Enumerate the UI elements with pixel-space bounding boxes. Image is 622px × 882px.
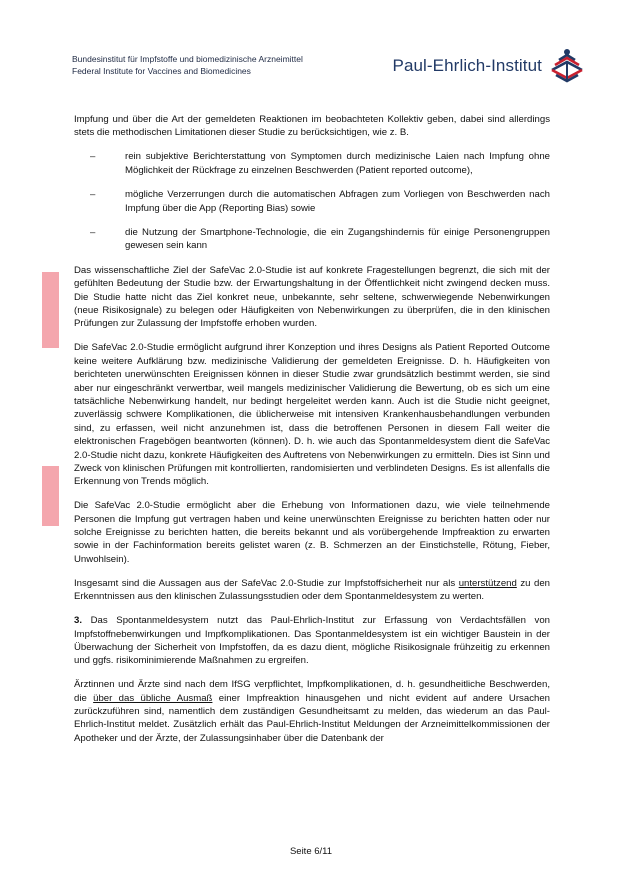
- pei-logo-icon: [550, 48, 584, 84]
- paragraph: Insgesamt sind die Aussagen aus der SafeVac 2.0-Studie zur Impfstoffsicherheit nur als unterstützend zu den Erkenntnissen aus den klinischen Zulassungsstudien oder dem Spontanmeldesystem zu werten.: [74, 577, 550, 603]
- margin-marker: [42, 466, 59, 526]
- institute-name-de: Bundesinstitut für Impfstoffe und biomedizinische Arzneimittel: [72, 54, 303, 64]
- underlined-text: unterstützend: [458, 577, 517, 589]
- bullet-list: [74, 150, 550, 252]
- page-number: Seite 6/11: [289, 846, 333, 857]
- header-institute: [72, 53, 303, 77]
- list-item: – rein subjektive Berichterstattung von Symptomen durch medizinische Laien nach Impfung ohne Möglichkeit der Rückfrage zu einzelnen Beschwerden (Patient reported outcome),: [74, 150, 550, 177]
- list-item: – die Nutzung der Smartphone-Technologie, die ein Zugangshindernis für einige Personengruppen gewesen sein kann: [74, 226, 550, 253]
- paragraph: Impfung und über die Art der gemeldeten Reaktionen im beobachteten Kollektiv geben, dabei sind allerdings stets die methodischen Limitationen dieser Studie zu berücksichtigen, wie z. B.: [74, 114, 550, 139]
- paragraph: 3. Das Spontanmeldesystem nutzt das Paul-Ehrlich-Institut zur Erfassung von Verdachtsfällen von Impfstoffnebenwirkungen und Impfkomplikationen. Das Spontanmeldesystem ist ein wichtiger Baustein in der Überwachung der Sicherheit von Impfstoffen, da es dazu dient, mögliche Risikosignale frühzeitig zu erkennen und ggfs. risikominimierende Maßnahmen zu ergreifen.: [74, 615, 550, 667]
- dash-icon: –: [90, 226, 96, 238]
- dash-icon: –: [90, 151, 96, 163]
- paragraph: Ärztinnen und Ärzte sind nach dem IfSG verpflichtet, Impfkomplikationen, d. h. gesundheitliche Beschwerden, die über das übliche Ausmaß einer Impfreaktion hinausgehen und nicht evident auf andere Ursachen zurückzuführen sind, namentlich dem zuständigen Gesundheitsamt zu melden, das wiederum an das Paul-Ehrlich-Institut meldet. Zusätzlich erhält das Paul-Ehrlich-Institut Meldungen der Arzneimittelkommissionen der Apotheker und der Ärzte, der Zulassungsinhaber über die Datenbank der: [74, 679, 550, 744]
- list-item: – mögliche Verzerrungen durch die automatischen Abfragen zum Vorliegen von Beschwerden nach Impfung über die App (Reporting Bias) sowie: [74, 188, 550, 215]
- institute-name-en: Federal Institute for Vaccines and Biomedicines: [72, 66, 251, 76]
- margin-marker: [42, 272, 59, 348]
- paragraph: Die SafeVac 2.0-Studie ermöglicht aufgrund ihrer Konzeption und ihres Designs als Patient Reported Outcome keine weitere Aufklärung bzw. medizinische Validierung der gemeldeten Ereignisse. D. h. Häufigkeiten von berichteten unerwünschten Ereignissen können in dieser Studie zwar grundsätzlich bestimmt werden, sie sind aber nur eingeschränkt verwertbar, weil mangels medizinischer Validierung die Bewertung, ob es sich um eine tatsächliche Nebenwirkung handelt, nur bedingt hergeleitet werden kann. Auch ist die Studie nicht geeignet, zuverlässig schwere Komplikationen, die üblicherweise mit intensiven Krankenhausbehandlungen verbunden sind, zu erfassen, weil nicht anzunehmen ist, dass die betroffenen Personen in diesem Fall weiter die elektronischen Fragebögen beantworten (können). D. h. wie auch das Spontanmeldesystem dient die SafeVac 2.0-Studie nicht dazu, konkrete Häufigkeiten des Auftretens von Nebenwirkungen zu ermitteln. Dies ist Sinn und Zweck von klinischen Prüfungen mit kontrollierten, randomisierten und verblindeten Designs. Es ist allenfalls die Erkennung von Trends möglich.: [74, 342, 550, 488]
- paragraph: Das wissenschaftliche Ziel der SafeVac 2.0-Studie ist auf konkrete Fragestellungen begrenzt, die sich mit der gefühlten Bedeutung der Studie bzw. der Erwartungshaltung in der Öffentlichkeit nicht zwingend decken muss. Die Studie hatte nicht das Ziel konkret neue, unbekannte, sehr seltene, schwerwiegende Nebenwirkungen (neue Risikosignale) zu belegen oder Häufigkeiten von Nebenwirkungen zu überprüfen, die in den klinischen Prüfungen zur Zulassung der Impfstoffe erhoben wurden.: [74, 264, 550, 330]
- header-brand: [393, 48, 585, 84]
- paragraph: Die SafeVac 2.0-Studie ermöglicht aber die Erhebung von Informationen dazu, wie viele teilnehmende Personen die Impfung gut vertragen haben und keine unerwünschten Ereignisse zu berichten hatten oder nur solche Ereignisse zu berichten hatten, die bereits bekannt und als vorübergehende Impfreaktion zu erwarten sowie in der Fachinformation bereits gelistet waren (z. B. Schmerzen an der Einstichstelle, Rötung, Fieber, Unwohlsein).: [74, 500, 550, 565]
- section-number: 3.: [74, 615, 83, 627]
- dash-icon: –: [90, 189, 96, 201]
- brand-name: Paul-Ehrlich-Institut: [392, 56, 542, 75]
- document-body: [74, 113, 550, 756]
- underlined-text: über das übliche Ausmaß: [93, 692, 213, 704]
